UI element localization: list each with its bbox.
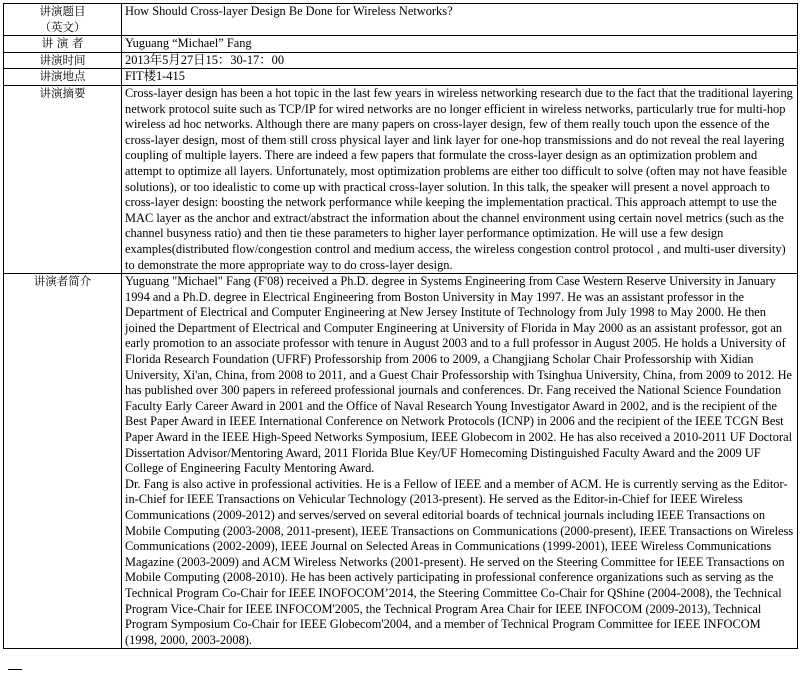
place-label: 讲演地点 [4, 69, 122, 86]
abstract-label: 讲演摘要 [4, 85, 122, 273]
bio-cell [122, 274, 798, 649]
place-row [4, 69, 798, 86]
abstract-row [4, 85, 798, 273]
lecture-place: FIT楼1-415 [122, 69, 798, 86]
abstract-text: Cross-layer design has been a hot topic in the last few years in wireless networking research due to the fact that the traditional layering network protocol suite such as TCP/IP for wired networks are no longer efficient in wireless networks, particularly true for multi-hop wireless ad hoc networks. Although there are many papers on cross-layer design, few of them really touch upon the essence of the cross-layer design, most of them still cross physical layer and link layer for one-hop transmissions and do not reveal the real layering coupling of multiple layers. There are indeed a few papers that formulate the cross-layer design as an optimization problem and attempt to optimize all layers. Unfortunately, most optimization problems are either too difficult to solve (often may not have feasible solutions), or too idealistic to come up with practical cross-layer solution. In this talk, the speaker will present a novel approach to cross-layer design: boosting the network performance while keeping the implementation practical. This approach attempt to use the MAC layer as the anchor and extract/abstract the information about the channel environment using certain novel metrics (such as the channel busyness ratio) and then tie these parameters to higher layer performance optimization. He will use a few design examples(distributed flow/congestion control and medium access, the wireless congestion control protocol , and multi-user diversity) to demonstrate the more appropriate way to do cross-layer design. [122, 85, 798, 273]
speaker-name: Yuguang “Michael” Fang [122, 36, 798, 53]
title-label: 讲演题目 [39, 4, 86, 18]
bio-label: 讲演者简介 [4, 274, 122, 649]
bio-paragraph-1: Yuguang "Michael" Fang (F'08) received a Ph.D. degree in Systems Engineering from Case Western Reserve University in January 1994 and a Ph.D. degree in Electrical Engineering from Boston University in May 1997. He was an assistant professor in the Department of Electrical and Computer Engineering at New Jersey Institute of Technology from July 1998 to May 2000. He then joined the Department of Electrical and Computer Engineering at University of Florida in May 2000 as an assistant professor, got an early promotion to an associate professor with tenure in August 2003 and to a full professor in August 2005. He holds a University of Florida Research Foundation (UFRF) Professorship from 2006 to 2009, a Changjiang Scholar Chair Professorship with Xidian University, Xi'an, China, from 2008 to 2011, and a Guest Chair Professorship with Tsinghua University, China, from 2009 to 2012. He has published over 300 papers in refereed professional journals and conferences. Dr. Fang received the National Science Foundation Faculty Early Career Award in 2001 and the Office of Naval Research Young Investigator Award in 2002, and is the recipient of the Best Paper Award in IEEE International Conference on Network Protocols (ICNP) in 2006 and the recipient of the IEEE TCGN Best Paper Award in the IEEE High-Speed Networks Symposium, IEEE Globecom in 2002. He has also received a 2010-2011 UF Doctoral Dissertation Advisor/Mentoring Award, 2011 Florida Blue Key/UF Homecoming Distinguished Faculty Award and the 2009 UF College of Engineering Faculty Mentoring Award. [125, 274, 793, 476]
time-label: 讲演时间 [4, 52, 122, 69]
lecture-info-table [3, 3, 798, 649]
bio-paragraph-2: Dr. Fang is also active in professional activities. He is a Fellow of IEEE and a member of ACM. He is currently serving as the Editor-in-Chief for IEEE Transactions on Vehicular Technology (2013-present). He served as the Editor-in-Chief for IEEE Wireless Communications (2009-2012) and serves/served on several editorial boards of technical journals including IEEE Transactions on Mobile Computing (2003-2008, 2011-present), IEEE Transactions on Communications (2000-present), IEEE Transactions on Wireless Communications (2002-2009), IEEE Journal on Selected Areas in Communications (1999-2001), IEEE Wireless Communications Magazine (2003-2009) and ACM Wireless Networks (2001-present). He served on the Steering Committee for IEEE Transactions on Mobile Computing (2008-2010). He has been actively participating in professional conference organizations such as serving as the Technical Program Co-Chair for IEEE INOFOCOM’2014, the Steering Committee Co-Chair for QShine (2004-2008), the Technical Program Vice-Chair for IEEE INFOCOM'2005, the Technical Program Area Chair for IEEE INFOCOM (2009-2013), Technical Program Symposium Co-Chair for IEEE Globecom'2004, and a member of Technical Program Committee for IEEE INFOCOM (1998, 2000, 2003-2008). [125, 476, 794, 647]
title-label-cell [4, 4, 122, 36]
lecture-title: How Should Cross-layer Design Be Done for Wireless Networks? [122, 4, 798, 36]
lecture-time: 2013年5月27日15：30-17：00 [122, 52, 798, 69]
bio-row [4, 274, 798, 649]
title-row [4, 4, 798, 36]
speaker-label: 讲 演 者 [4, 36, 122, 53]
speaker-row [4, 36, 798, 53]
time-row [4, 52, 798, 69]
footer-rule [8, 669, 22, 670]
title-label-english: （英文） [39, 19, 86, 34]
